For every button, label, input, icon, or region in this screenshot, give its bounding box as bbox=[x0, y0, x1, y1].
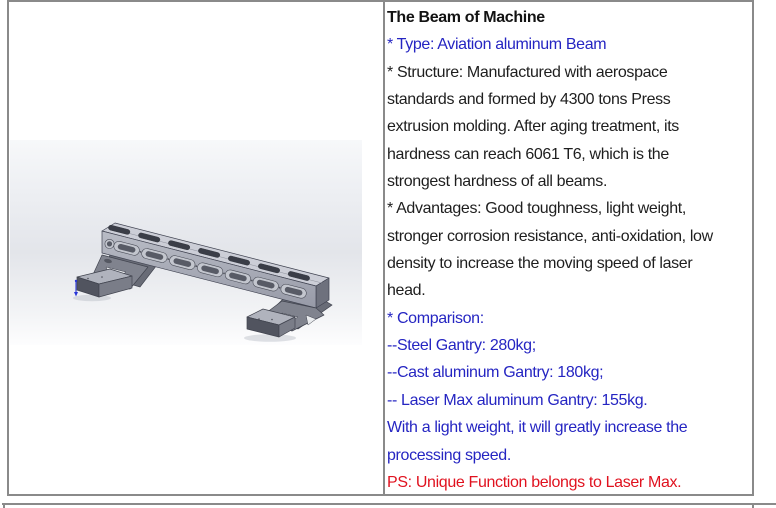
text-line: -- Laser Max aluminum Gantry: 155kg. bbox=[387, 391, 648, 409]
text-line: * Type: Aviation aluminum Beam bbox=[387, 36, 607, 54]
table-border-right bbox=[752, 0, 754, 496]
section-title: The Beam of Machine bbox=[387, 9, 545, 26]
row-divider-bottom bbox=[7, 494, 754, 496]
next-row-border-left bbox=[3, 503, 5, 508]
beam-cad-image bbox=[10, 140, 362, 345]
image-cell bbox=[10, 140, 362, 345]
text-line: strongest hardness of all beams. bbox=[387, 173, 608, 191]
text-line: With a light weight, it will greatly increase the bbox=[387, 419, 688, 437]
text-line: processing speed. bbox=[387, 446, 511, 464]
next-row-border-top bbox=[2, 503, 776, 505]
cell-divider bbox=[383, 0, 385, 495]
table-border-left bbox=[7, 0, 9, 496]
text-line: * Comparison: bbox=[387, 309, 484, 327]
text-line: --Cast aluminum Gantry: 180kg; bbox=[387, 364, 604, 382]
text-line: stronger corrosion resistance, anti-oxidation, low bbox=[387, 227, 713, 245]
text-line: * Structure: Manufactured with aerospace bbox=[387, 63, 668, 81]
text-line: PS: Unique Function belongs to Laser Max. bbox=[387, 473, 682, 491]
table-border-top bbox=[7, 0, 754, 2]
text-line: density to increase the moving speed of laser bbox=[387, 255, 693, 273]
text-line: --Steel Gantry: 280kg; bbox=[387, 337, 536, 355]
text-line: hardness can reach 6061 T6, which is the bbox=[387, 145, 669, 163]
text-line: standards and formed by 4300 tons Press bbox=[387, 91, 671, 109]
next-row-border-right bbox=[752, 503, 754, 508]
text-cell bbox=[387, 4, 751, 494]
text-line: * Advantages: Good toughness, light weight, bbox=[387, 200, 686, 218]
text-line: head. bbox=[387, 282, 426, 300]
text-line: extrusion molding. After aging treatment, its bbox=[387, 118, 679, 136]
